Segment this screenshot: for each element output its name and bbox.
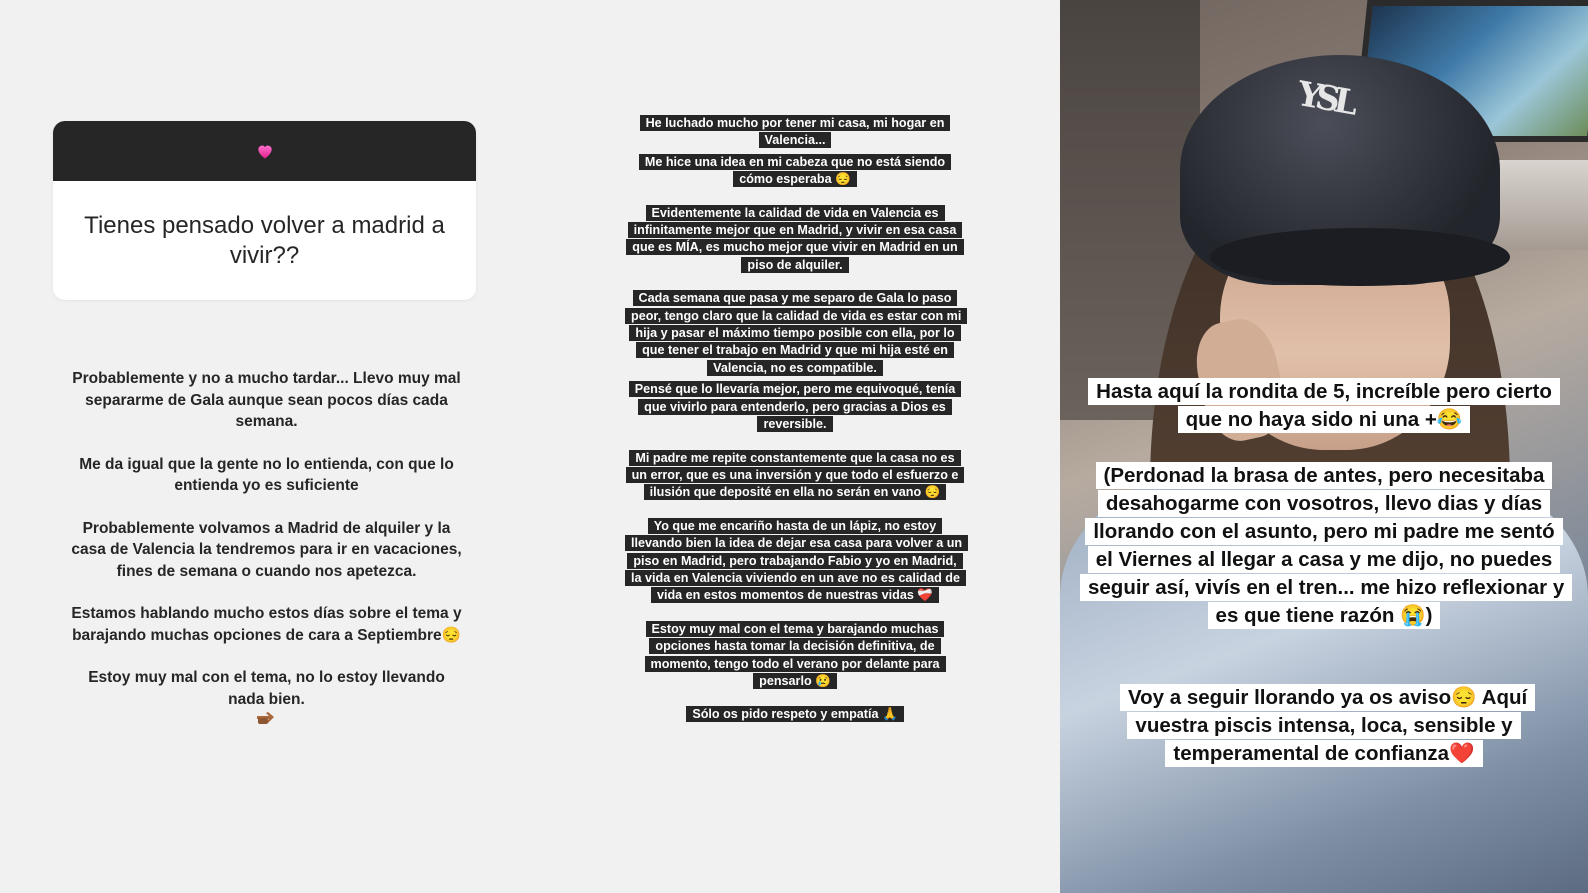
- story-caption-1: Hasta aquí la rondita de 5, increíble pero cierto que no haya sido ni una +😂: [1080, 378, 1568, 434]
- story-text-block: He luchado mucho por tener mi casa, mi hogar en Valencia...: [625, 115, 965, 150]
- story-text-block: Evidentemente la calidad de vida en Valencia es infinitamente mejor que en Madrid, y vivir en esa casa que es MÍA, es mucho mejor que vivir en Madrid en un piso de alquiler.: [625, 205, 965, 275]
- story-text-block: Sólo os pido respeto y empatía 🙏: [625, 706, 965, 723]
- answer-text: [70, 368, 463, 726]
- question-text: Tienes pensado volver a madrid a vivir??: [84, 212, 445, 269]
- answer-paragraph: Estoy muy mal con el tema, no lo estoy llevando nada bien.: [88, 669, 445, 708]
- cap-brim: [1210, 228, 1510, 286]
- story-text-block: Yo que me encariño hasta de un lápiz, no estoy llevando bien la idea de dejar esa casa para volver a un piso en Madrid, pero trabajando Fabio y yo en Madrid, la vida en Valencia viviendo en un ave no es calidad de vida en estos momentos de nuestras vidas ❤️‍🩹: [625, 518, 965, 605]
- story-text-block: Pensé que lo llevaría mejor, pero me equivoqué, tenía que vivirlo para entenderlo, pero gracias a Dios es reversible.: [625, 381, 965, 433]
- pointing-hand-icon: [256, 710, 278, 726]
- story-text-block: Mi padre me repite constantemente que la casa no es un error, que es una inversión y que todo el esfuerzo e ilusión que deposité en ella no serán en vano 😔: [625, 450, 965, 502]
- story-text-block: Estoy muy mal con el tema y barajando muchas opciones hasta tomar la decisión definitiva, de momento, tengo todo el verano por delante para pensarlo 😢: [625, 621, 965, 691]
- cap-logo-text: YSL: [1294, 73, 1356, 123]
- question-sticker: [53, 121, 476, 300]
- answer-paragraph: Probablemente volvamos a Madrid de alquiler y la casa de Valencia la tendremos para ir en vacaciones, fines de semana o cuando nos apetezca.: [71, 519, 462, 580]
- answer-paragraph: Estamos hablando mucho estos días sobre el tema y barajando muchas opciones de cara a Septiembre😔: [71, 605, 462, 644]
- story-caption-3: Voy a seguir llorando ya os aviso😔 Aquí vuestra piscis intensa, loca, sensible y temperamental de confianza❤️: [1120, 684, 1528, 768]
- story-panel-photo: [1060, 0, 1588, 893]
- answer-paragraph: Me da igual que la gente no lo entienda, con que lo entienda yo es suficiente: [79, 455, 454, 494]
- story-text-block: Me hice una idea en mi cabeza que no está siendo cómo esperaba 😔: [625, 154, 965, 189]
- heart-icon: [255, 141, 275, 161]
- cap-logo: [1279, 73, 1362, 171]
- question-sticker-header: [53, 121, 476, 181]
- story-panel-text: [525, 0, 1060, 893]
- story-panel-question: [0, 0, 525, 893]
- story-caption-2: (Perdonad la brasa de antes, pero necesitaba desahogarme con vosotros, llevo dias y días llorando con el asunto, pero mi padre me sentó el Viernes al llegar a casa y me dijo, no puedes seguir así, vivís en el tren... me hizo reflexionar y es que tiene razón 😭): [1080, 462, 1568, 630]
- story-text-column: [625, 115, 965, 740]
- answer-paragraph: Probablemente y no a mucho tardar... Llevo muy mal separarme de Gala aunque sean pocos días cada semana.: [72, 370, 461, 430]
- story-text-block: Cada semana que pasa y me separo de Gala lo paso peor, tengo claro que la calidad de vida es estar con mi hija y pasar el máximo tiempo posible con ella, por lo que tener el trabajo en Madrid y que mi hija esté en Valencia, no es compatible.: [625, 290, 965, 377]
